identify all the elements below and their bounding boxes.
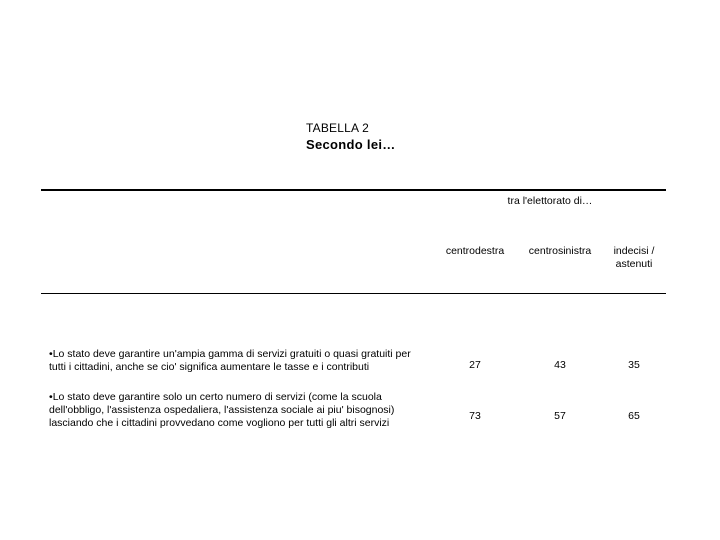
- header-rule: [41, 293, 666, 294]
- table-subheading: Secondo lei…: [306, 137, 396, 152]
- row-text: Lo stato deve garantire un'ampia gamma di servizi gratuiti o quasi gratuiti per tutti i cittadini, anche se cio' significa aumentare le tasse e i contributi: [49, 348, 411, 373]
- row1-value-centrosinistra: 43: [554, 359, 566, 371]
- table-heading: TABELLA 2: [306, 121, 369, 135]
- table-row: [49, 348, 429, 374]
- row-bullet: •: [49, 391, 53, 403]
- column-header-centrodestra: centrodestra: [445, 245, 505, 257]
- row2-value-indecisi: 65: [628, 410, 640, 422]
- row-bullet: •: [49, 348, 53, 360]
- column-header-centrosinistra: centrosinistra: [528, 245, 592, 257]
- column-header-indecisi-astenuti: indecisi / astenuti: [613, 245, 655, 270]
- table-row: [49, 391, 429, 430]
- row2-value-centrodestra: 73: [469, 410, 481, 422]
- group-header: tra l'elettorato di…: [507, 195, 593, 207]
- row2-value-centrosinistra: 57: [554, 410, 566, 422]
- top-rule: [41, 189, 666, 191]
- row-text: Lo stato deve garantire solo un certo numero di servizi (come la scuola dell'obbligo, l'assistenza ospedaliera, l'assistenza sociale ai piu' bisognosi) lasciando che i cittadini provvedano come vogliono per tutti gli altri servizi: [49, 391, 395, 429]
- row1-value-centrodestra: 27: [469, 359, 481, 371]
- row1-value-indecisi: 35: [628, 359, 640, 371]
